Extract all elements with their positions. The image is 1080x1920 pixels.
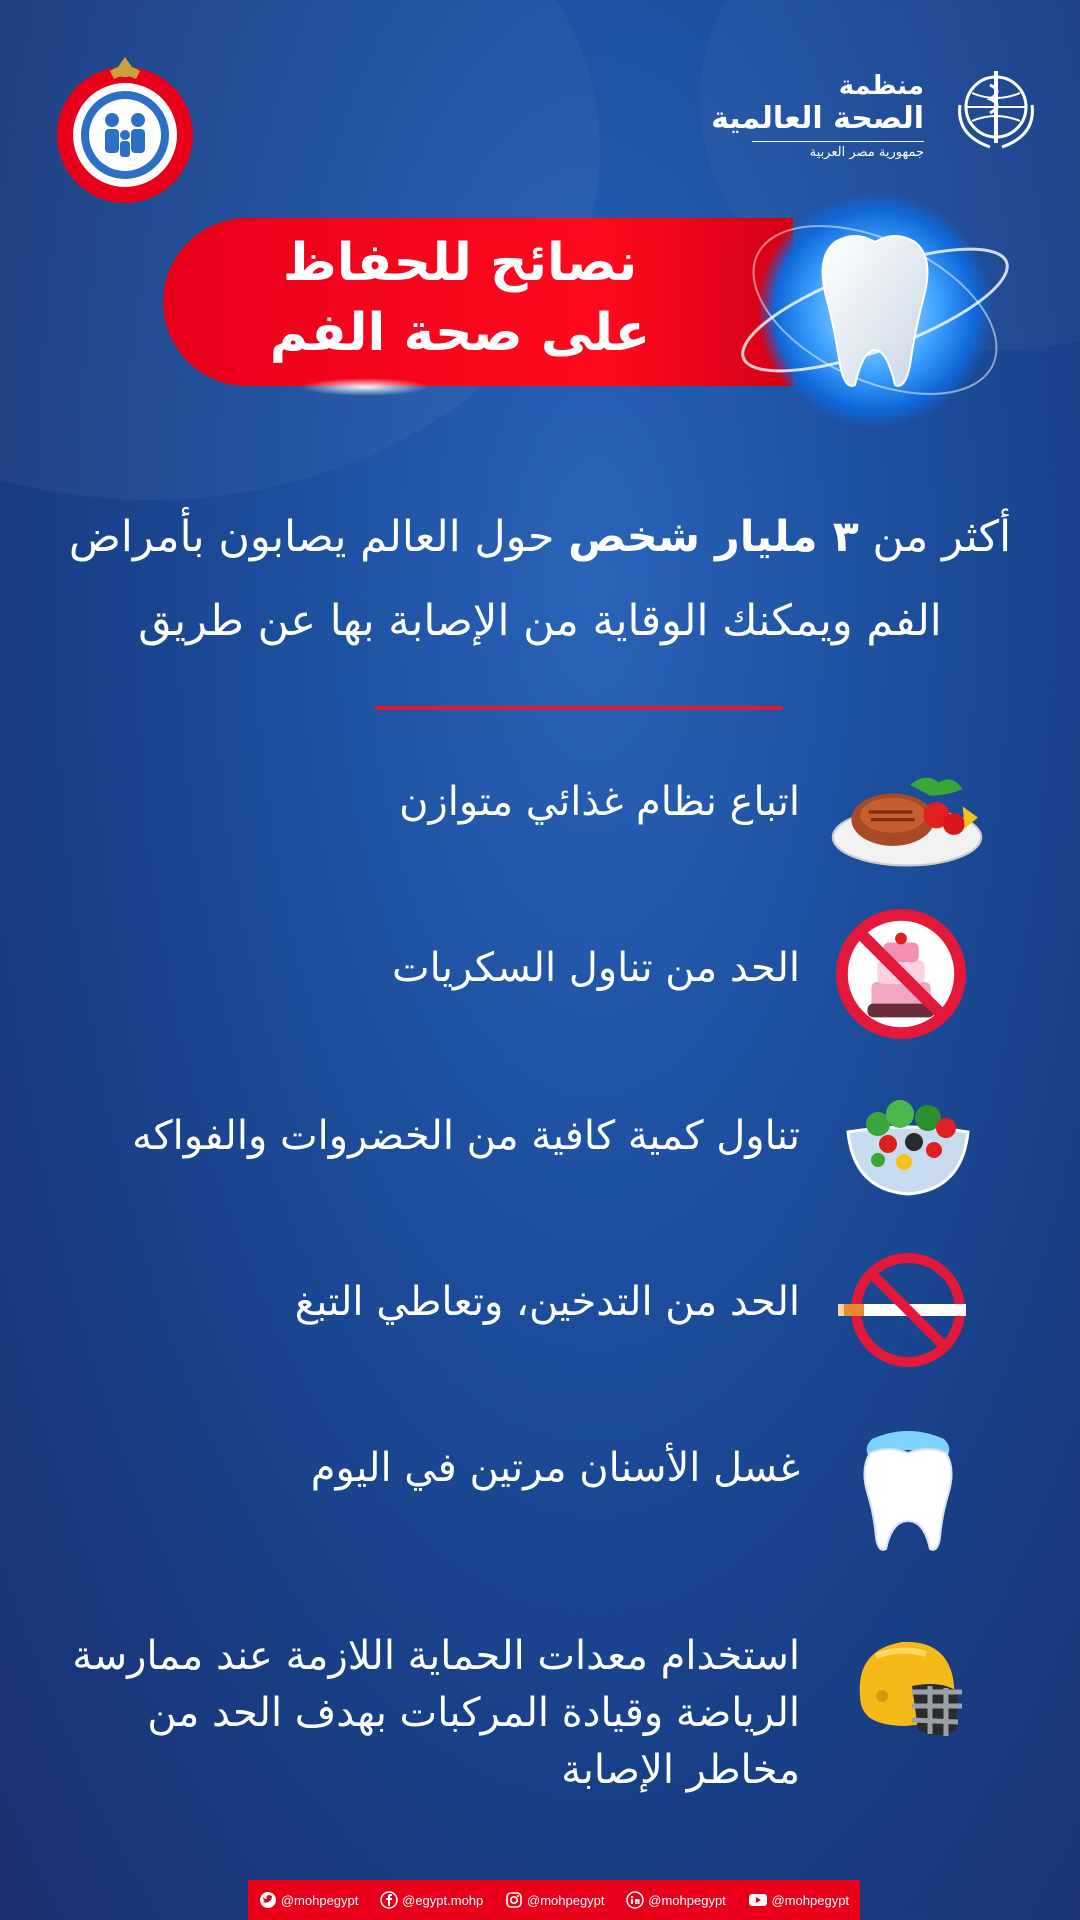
intro-part-2: حول العالم يصابون بأمراض الفم ويمكنك الوقاية من الإصابة بها عن طريق (68, 512, 942, 646)
intro-part-1: أكثر من (858, 512, 1012, 562)
twitter-icon (259, 1891, 277, 1909)
who-logo-block (711, 65, 1042, 165)
instagram-icon (505, 1891, 523, 1909)
who-subtitle: جمهورية مصر العربية (809, 145, 924, 160)
steak-plate-icon (822, 752, 992, 872)
glowing-tooth-icon (735, 180, 1035, 450)
section-divider (375, 706, 783, 710)
social-facebook[interactable] (380, 1891, 483, 1909)
helmet-icon (846, 1630, 966, 1750)
facebook-handle: @egypt.mohp (402, 1892, 484, 1908)
tip-protective-gear-line-2: الرياضة وقيادة المركبات بهدف الحد من (147, 1690, 800, 1736)
ministry-of-health-logo (50, 55, 200, 205)
instagram-handle: @mohpegypt (527, 1892, 605, 1908)
who-title-line2: الصحة العالمية (711, 101, 924, 136)
social-media-bar (248, 1880, 860, 1920)
title-line-2: على صحة الفم (269, 303, 651, 363)
no-cake-icon (832, 905, 970, 1043)
who-emblem-icon (950, 65, 1042, 157)
banner-glow (300, 378, 430, 396)
tip-balanced-diet: اتباع نظام غذائي متوازن (399, 779, 800, 825)
tip-protective-gear-line-3: مخاطر الإصابة (561, 1747, 800, 1793)
tip-reduce-smoking: الحد من التدخين، وتعاطي التبغ (294, 1279, 800, 1325)
tip-reduce-sugar: الحد من تناول السكريات (391, 945, 800, 991)
tooth-toothpaste-icon (858, 1425, 958, 1555)
youtube-icon (748, 1892, 768, 1908)
intro-text (40, 495, 1040, 663)
social-twitter[interactable] (259, 1891, 359, 1909)
social-linkedin[interactable] (626, 1891, 726, 1909)
social-youtube[interactable] (748, 1892, 850, 1908)
no-smoking-icon (836, 1250, 976, 1370)
who-title-line1: منظمة (838, 71, 924, 101)
title-line-1: نصائح للحفاظ (282, 233, 638, 293)
intro-highlight: ٣ مليار شخص (568, 512, 859, 562)
salad-bowl-icon (838, 1082, 978, 1202)
youtube-handle: @mohpegypt (771, 1892, 850, 1908)
tip-brush-teeth: غسل الأسنان مرتين في اليوم (310, 1445, 800, 1491)
tip-vegetables-fruits: تناول كمية كافية من الخضروات والفواكه (132, 1113, 800, 1159)
social-instagram[interactable] (505, 1891, 605, 1909)
tip-protective-gear-line-1: استخدام معدات الحماية اللازمة عند ممارسة (72, 1633, 800, 1679)
twitter-handle: @mohpegypt (280, 1892, 359, 1908)
tip-protective-gear (72, 1628, 800, 1799)
linkedin-handle: @mohpegypt (648, 1892, 726, 1908)
facebook-icon (380, 1891, 398, 1909)
who-divider (752, 141, 924, 142)
linkedin-icon (626, 1891, 644, 1909)
page-title (200, 228, 720, 368)
